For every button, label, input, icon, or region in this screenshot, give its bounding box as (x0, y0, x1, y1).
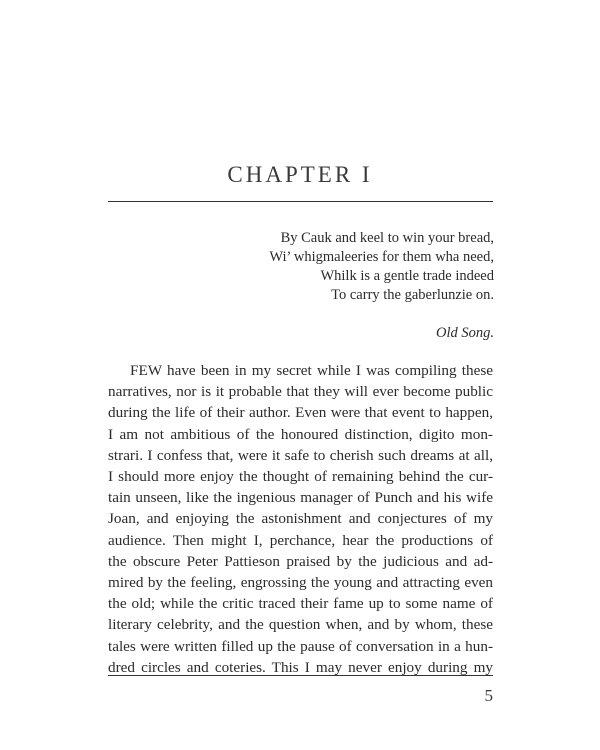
body-line: I am not ambitious of the honoured distinction, digito mon- (108, 425, 493, 443)
bottom-rule (108, 675, 493, 676)
epigraph-line: To carry the gaberlunzie on. (331, 287, 494, 303)
epigraph (114, 229, 494, 343)
body-line: tales were written filled up the pause of conversation in a hun- (108, 637, 493, 655)
body-line: Joan, and enjoying the astonishment and conjectures of my (108, 510, 493, 528)
epigraph-line: Whilk is a gentle trade indeed (320, 268, 494, 284)
body-line: FEW have been in my secret while I was compiling these (130, 362, 493, 379)
epigraph-attribution: Old Song. (436, 325, 494, 341)
body-line: the obscure Peter Pattieson praised by the judicious and ad- (108, 552, 493, 570)
body-line: I should more enjoy the thought of remaining behind the cur- (108, 468, 493, 486)
epigraph-line: By Cauk and keel to win your bread, (280, 230, 494, 246)
body-text (108, 360, 493, 678)
body-line: strari. I confess that, were it safe to cherish such dreams at all, (108, 446, 493, 464)
body-line: narratives, nor is it probable that they will ever become public (108, 383, 493, 401)
body-line: the old; while the critic traced their fame up to some name of (108, 595, 493, 613)
body-line: mired by the feeling, engrossing the young and attracting even (108, 574, 493, 592)
body-line: dred circles and coteries. This I may never enjoy during my (108, 658, 493, 676)
body-line: during the life of their author. Even were that event to happen, (108, 404, 493, 422)
chapter-title: CHAPTER I (227, 162, 373, 187)
body-line: literary celebrity, and the question when, and by whom, these (108, 616, 493, 634)
top-rule (108, 201, 493, 202)
body-line: tain unseen, like the ingenious manager of Punch and his wife (108, 489, 493, 507)
epigraph-line: Wi’ whigmaleeries for them wha need, (269, 249, 494, 265)
page-number: 5 (484, 686, 493, 705)
body-line: audience. Then might I, perchance, hear the productions of (108, 531, 493, 549)
